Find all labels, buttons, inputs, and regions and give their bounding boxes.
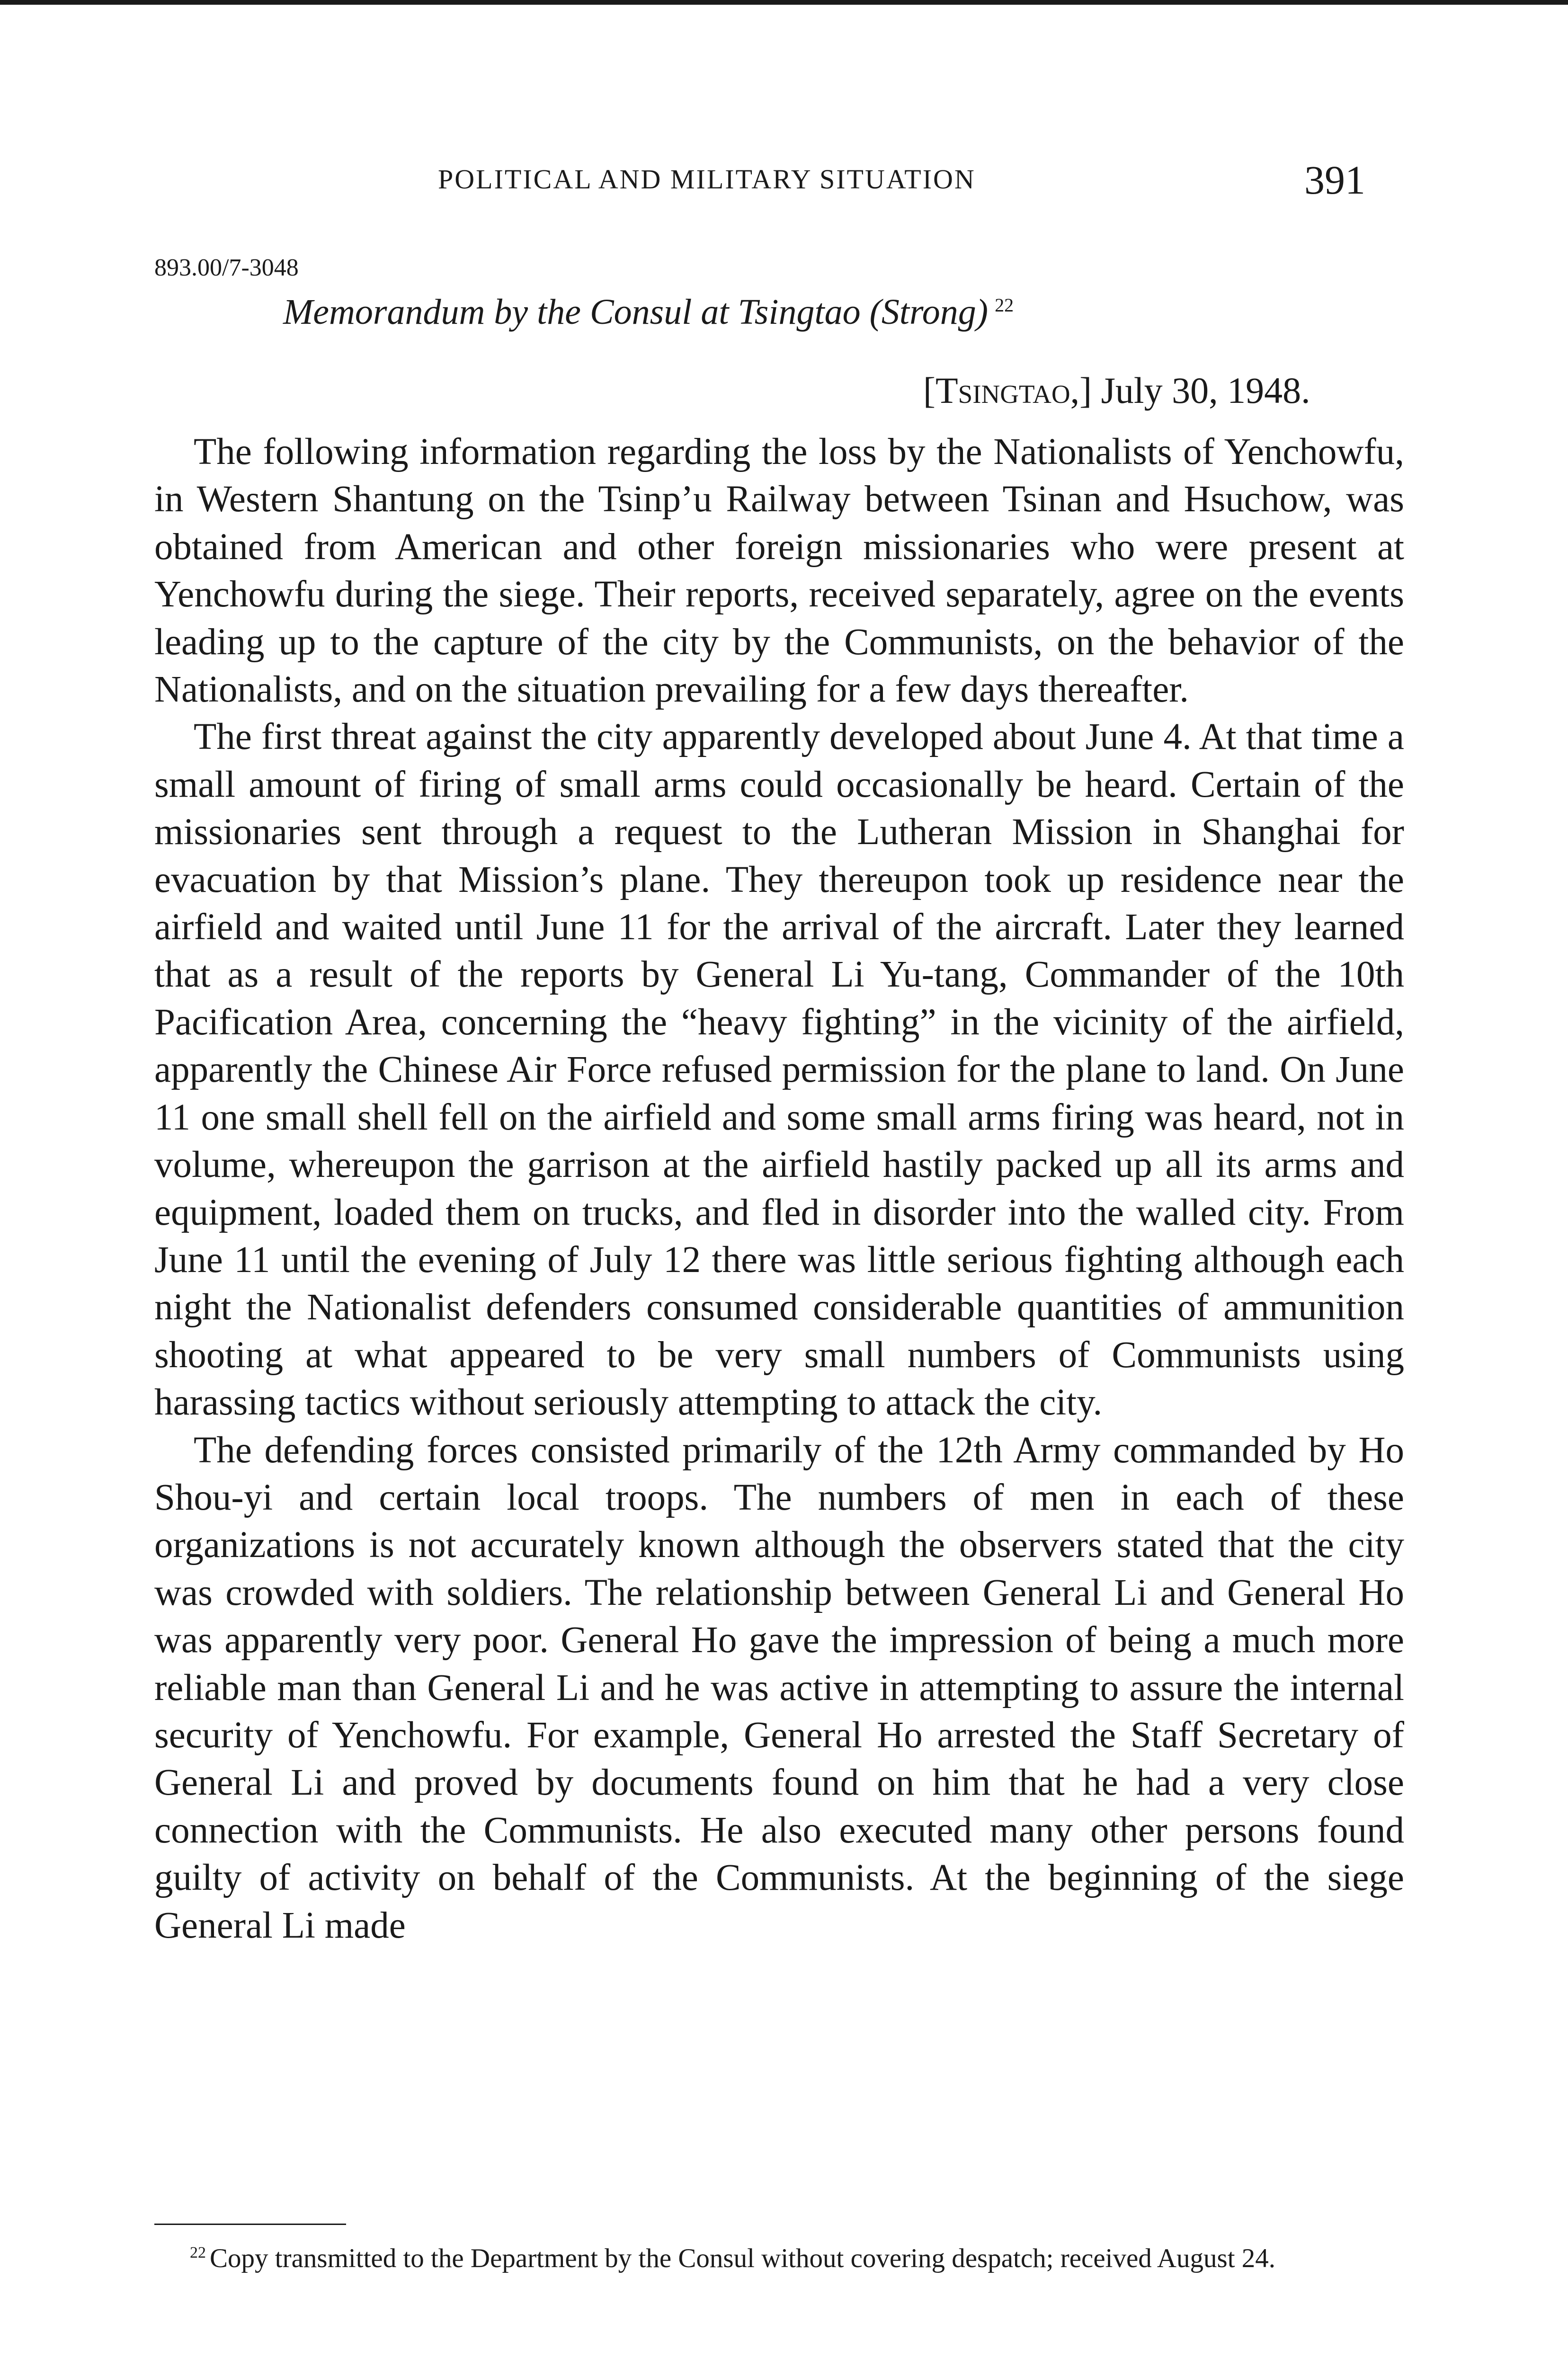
footnote-text: Copy transmitted to the Department by the Consul without covering despatch; received August 24. (210, 2243, 1276, 2273)
footnote-number: 22 (190, 2244, 206, 2261)
top-border-rule (0, 0, 1568, 5)
memo-title (283, 292, 1014, 333)
footnote (154, 2237, 1404, 2275)
body-paragraph-3: The defending forces consisted primarily of the 12th Army commanded by Ho Shou-yi and certain local troops. The numbers of men in each of these organizations is not accurately known although the observers stated that the city was crowded with soldiers. The relationship between General Li and General Ho was apparently very poor. General Ho gave the impression of being a much more reliable man than General Li and he was active in attempting to assure the internal security of Yenchowfu. For example, General Ho arrested the Staff Secretary of General Li and proved by documents found on him that he had a very close connection with the Communists. He also executed many other persons found guilty of activity on behalf of the Communists. At the beginning of the siege General Li made (154, 1429, 1404, 1946)
memo-title-text: Memorandum by the Consul at Tsingtao (Strong) (283, 292, 989, 332)
page-number: 391 (1304, 157, 1365, 203)
dateline-place: [Tsingtao,] (923, 370, 1092, 411)
document-file-number: 893.00/7-3048 (154, 254, 299, 281)
dateline (923, 369, 1310, 412)
body-paragraph-1: The following information regarding the loss by the Nationalists of Yenchowfu, in Western Shantung on the Tsinp’u Railway between Tsinan and Hsuchow, was obtained from American and other foreign missionaries who were present at Yenchowfu during the siege. Their reports, received separately, agree on the events leading up to the capture of the city by the Communists, on the behavior of the Nationalists, and on the situation prevailing for a few days thereafter. (154, 431, 1404, 711)
footnote-reference: 22 (995, 294, 1014, 316)
body-paragraph-2: The first threat against the city apparently developed about June 4. At that time a small amount of firing of small arms could occasionally be heard. Certain of the missionaries sent through a request to the Lutheran Mission in Shanghai for evacuation by that Mission’s plane. They thereupon took up residence near the airfield and waited until June 11 for the arrival of the aircraft. Later they learned that as a result of the reports by General Li Yu-tang, Commander of the 10th Pacification Area, concerning the “heavy fighting” in the vicinity of the airfield, apparently the Chinese Air Force refused permission for the plane to land. On June 11 one small shell fell on the airfield and some small arms firing was heard, not in volume, whereupon the garrison at the airfield hastily packed up all its arms and equipment, loaded them on trucks, and fled in disorder into the walled city. From June 11 until the evening of July 12 there was little serious fighting although each night the Nationalist defenders consumed considerable quantities of ammunition shooting at what appeared to be very small numbers of Communists using harassing tactics without seriously attempting to attack the city. (154, 716, 1404, 1424)
memo-body (154, 428, 1404, 1949)
footnote-divider (154, 2224, 346, 2225)
dateline-date: July 30, 1948. (1101, 370, 1310, 411)
running-head: POLITICAL AND MILITARY SITUATION (438, 164, 976, 195)
